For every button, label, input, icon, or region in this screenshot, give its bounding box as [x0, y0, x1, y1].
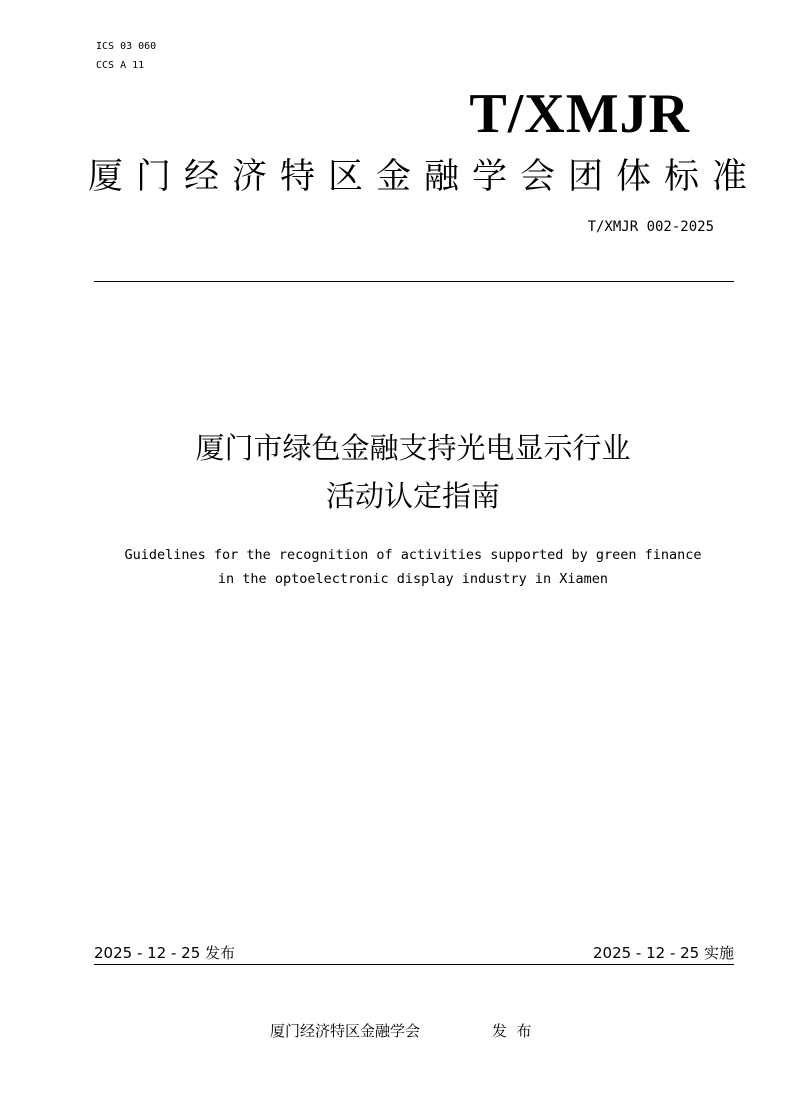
standard-number: T/XMJR 002-2025	[587, 219, 714, 235]
document-title-en-line2: in the optoelectronic display industry in Xiamen	[217, 571, 609, 587]
standard-logo: T/XMJR	[469, 83, 690, 145]
footer-divider	[94, 964, 734, 965]
ics-code: ICS 03 060	[96, 41, 157, 52]
publish-date: 2025 - 12 - 25 发布	[94, 944, 236, 962]
document-title-cn-line1: 厦门市绿色金融支持光电显示行业	[195, 431, 631, 465]
document-title-en-line1: Guidelines for the recognition of activities supported by green finance	[124, 547, 702, 563]
organization-standard-title: 厦门经济特区金融学会团体标准	[88, 157, 761, 197]
publish-action: 发 布	[492, 1022, 532, 1040]
document-title-cn-line2: 活动认定指南	[325, 479, 500, 513]
implement-date: 2025 - 12 - 25 实施	[592, 944, 734, 962]
ccs-code: CCS A 11	[96, 60, 145, 71]
header-divider	[94, 281, 734, 282]
publisher-name: 厦门经济特区金融学会	[270, 1022, 421, 1040]
